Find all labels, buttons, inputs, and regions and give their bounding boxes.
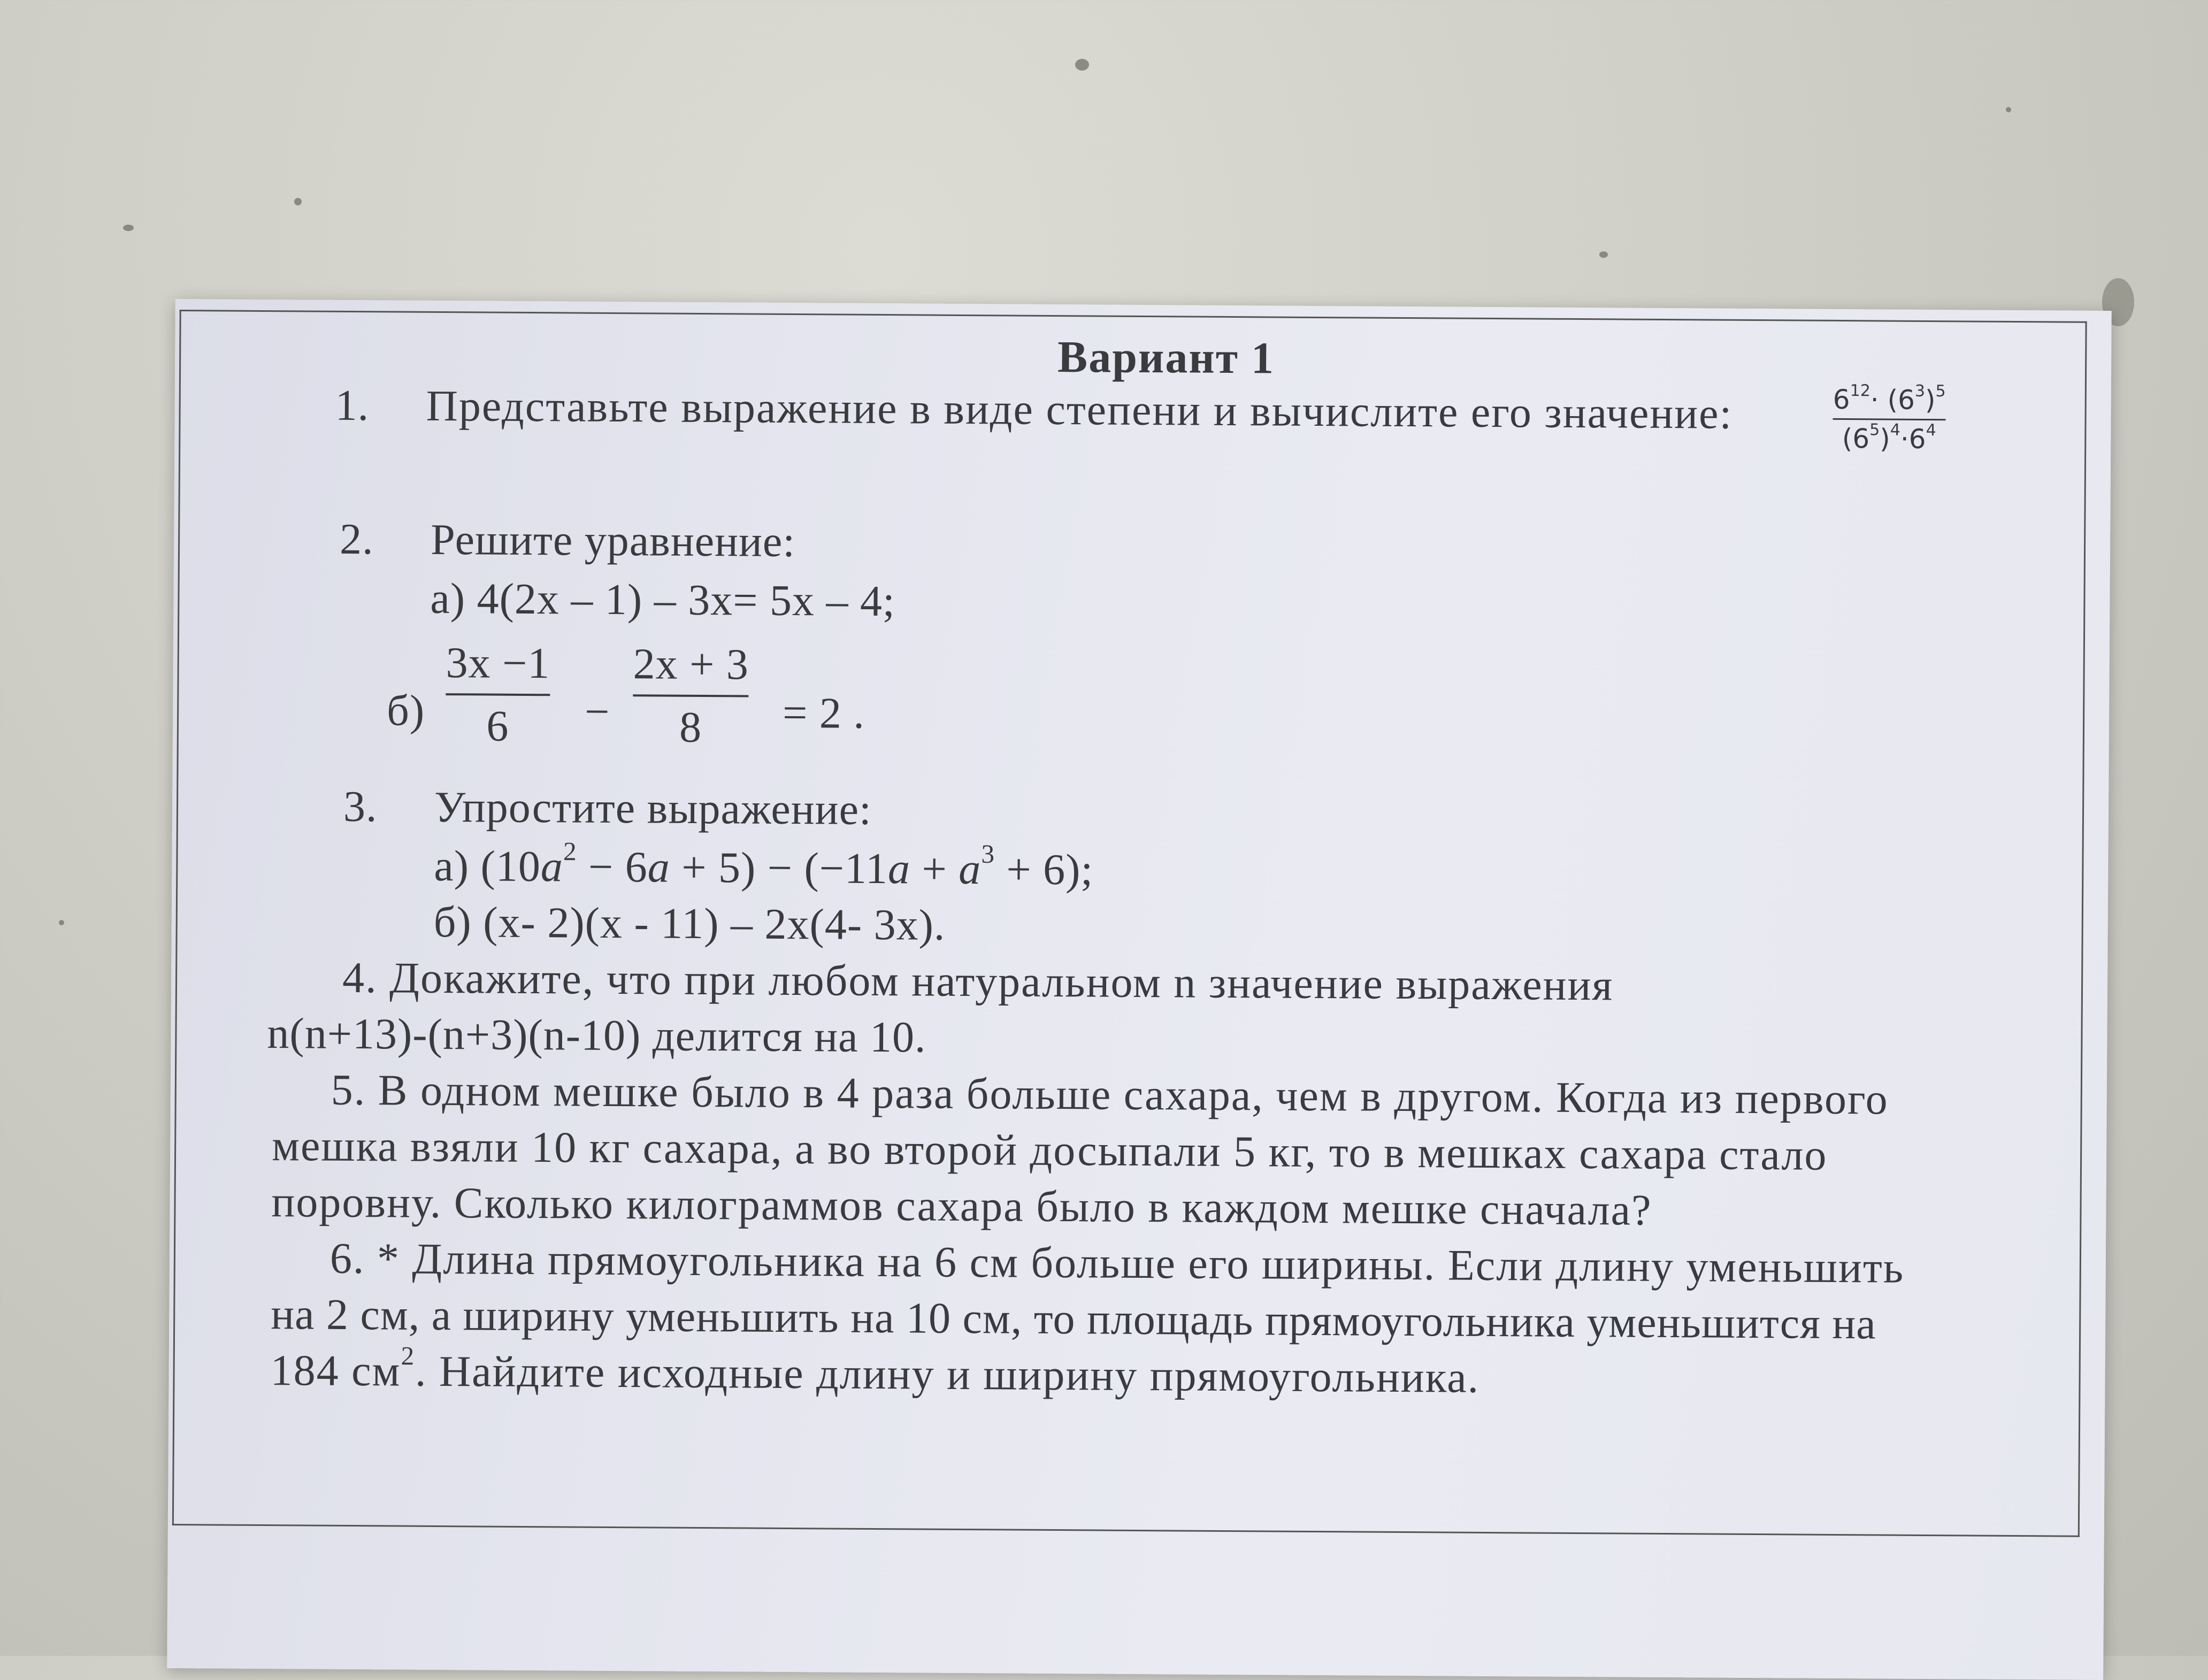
task-2b-fraction-2 <box>633 639 749 753</box>
task-3a-expression: а) $(10a^2 - 6a + 5) - (-11a + a^3 + 6)$; <box>434 837 1094 894</box>
task-1-numerator: $6^{12}\cdot (6^3)^5$ <box>1833 381 1946 416</box>
task-4-line-1: 4. Докажите, что при любом натуральном n значение выражения <box>342 953 1614 1010</box>
task-1-number: 1. <box>335 380 370 430</box>
task-3-text: Упростите выражение: <box>434 782 872 834</box>
task-1-denominator: $(6^5)^4\cdot 6^4$ <box>1842 420 1936 455</box>
task-1-fraction <box>1833 381 1946 455</box>
task-2b-fraction-1 <box>446 638 550 751</box>
task-6-line-1: 6. * Длина прямоугольника на 6 см больше его ширины. Если длину уменьшить <box>329 1233 1905 1292</box>
table-speck <box>123 225 134 231</box>
task-1-text: Представьте выражение в виде степени и вычислите его значение: <box>426 381 1733 438</box>
page-title: Вариант 1 <box>1057 332 1275 383</box>
table-speck <box>59 920 64 925</box>
task-2b-denominator-1: 6 <box>486 701 509 750</box>
task-6-line-2: на 2 см, а ширину уменьшить на 10 см, то площадь прямоугольника уменьшится на <box>270 1290 1876 1348</box>
task-5-line-2: мешка взяли 10 кг сахара, а во второй досыпали 5 кг, то в мешках сахара стало <box>271 1121 1828 1179</box>
task-2-text: Решите уравнение: <box>430 515 796 566</box>
task-3-number: 3. <box>343 781 378 831</box>
table-speck <box>1075 59 1089 71</box>
table-speck <box>2006 107 2011 112</box>
task-5-line-1: 5. В одном мешке было в 4 раза больше сахара, чем в другом. Когда из первого <box>331 1065 1889 1124</box>
table-speck <box>294 198 302 205</box>
task-2b-denominator-2: 8 <box>679 702 702 751</box>
task-2-number: 2. <box>339 514 374 564</box>
task-2b-minus: − <box>584 687 610 736</box>
worksheet-paper <box>167 299 2112 1680</box>
task-4-line-2: n(n+13)-(n+3)(n-10) делится на 10. <box>267 1009 926 1062</box>
task-2b-equals: = 2 . <box>782 688 865 738</box>
task-3b-expression: б) (x- 2)(x - 11) – 2x(4- 3x). <box>433 897 946 949</box>
task-2b-numerator-2: 2x + 3 <box>633 639 749 689</box>
task-2b-label: б) <box>386 686 425 735</box>
table-speck <box>1599 251 1608 258</box>
task-2b-numerator-1: 3x −1 <box>446 638 550 688</box>
task-6-line-3: 184 $см^2$. Найдите исходные длину и ширину прямоугольника. <box>270 1341 1480 1402</box>
task-5-line-3: поровну. Сколько килограммов сахара было в каждом мешке сначала? <box>271 1177 1652 1234</box>
task-2a-equation: а) 4(2x – 1) – 3x= 5x – 4; <box>430 573 896 626</box>
